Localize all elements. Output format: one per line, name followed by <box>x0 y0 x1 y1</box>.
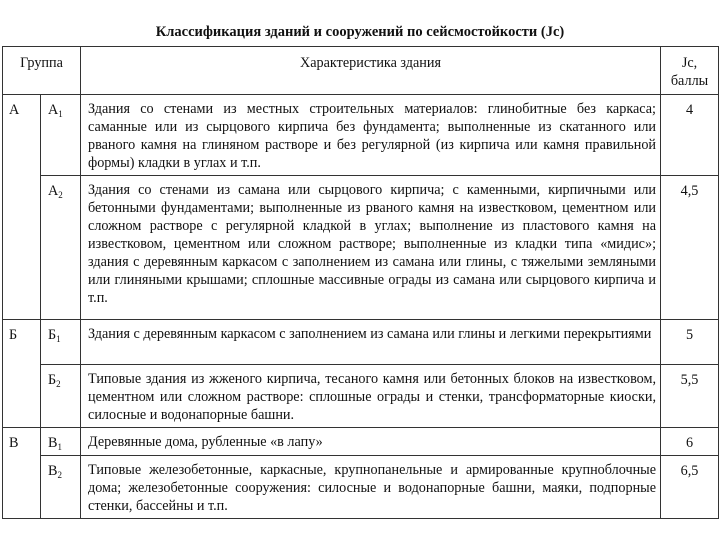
subgroup-index: 1 <box>57 442 62 452</box>
group-cell: А <box>3 95 41 176</box>
subgroup-letter: В <box>48 435 58 451</box>
subgroup-cell <box>41 95 81 176</box>
group-cell <box>3 365 41 428</box>
classification-table <box>2 46 719 519</box>
subgroup-cell <box>41 320 81 365</box>
description-cell: Здания с деревянным каркасом с заполнением из самана или глины и легкими перекрытиями <box>81 320 661 365</box>
header-characteristic: Характеристика здания <box>81 47 661 95</box>
subgroup-letter: Б <box>48 372 57 388</box>
score-cell: 4,5 <box>661 176 719 320</box>
subgroup-cell <box>41 176 81 320</box>
score-cell: 4 <box>661 95 719 176</box>
table-row <box>3 320 719 365</box>
subgroup-index: 2 <box>56 379 61 389</box>
description-cell: Здания со стенами из местных строительных материалов: глинобитные без каркаса; саманные или из сырцового кирпича без фундамента; выполненные из скатанного или рваного камня на глиняном растворе и без регулярной (из кирпича или камня правильной формы) кладки в углах и т.п. <box>81 95 661 176</box>
subgroup-letter: Б <box>48 327 57 343</box>
group-cell: В <box>3 428 41 456</box>
table-row <box>3 456 719 519</box>
subgroup-letter: А <box>48 183 59 199</box>
header-score <box>661 47 719 95</box>
group-cell <box>3 176 41 320</box>
subgroup-index: 1 <box>58 109 63 119</box>
subgroup-index: 1 <box>56 334 61 344</box>
score-cell: 6 <box>661 428 719 456</box>
description-cell: Здания со стенами из самана или сырцового кирпича; с каменными, кирпичными или бетонными фундаментами; выполненные из рваного камня на известковом, цементном или сложном растворе с регулярной кладкой в углах; выполнение из пластового камня на известковом, цементном или сложном растворе; выполненные из кладки типа «мидис»; здания с деревянным каркасом с заполнением из самана или глины, с тяжелыми земляными или глиняными крышами; сплошные массивные ограды из самана или сырцового кирпича и т.п. <box>81 176 661 320</box>
group-cell <box>3 456 41 519</box>
subgroup-letter: В <box>48 463 58 479</box>
page-title: Классификация зданий и сооружений по сейсмостойкости (Jc) <box>155 24 565 40</box>
score-cell: 5,5 <box>661 365 719 428</box>
subgroup-cell <box>41 365 81 428</box>
header-score-units: баллы <box>670 73 709 89</box>
subgroup-index: 2 <box>57 470 62 480</box>
description-cell: Деревянные дома, рубленные «в лапу» <box>81 428 661 456</box>
header-group: Группа <box>3 47 81 95</box>
score-cell: 6,5 <box>661 456 719 519</box>
table-row <box>3 176 719 320</box>
subgroup-cell <box>41 456 81 519</box>
description-cell: Типовые здания из жженого кирпича, тесаного камня или бетонных блоков на известковом, цементном или сложном растворе: сплошные ограды и стенки, трансформаторные киоски, силосные и водонапорные башни. <box>81 365 661 428</box>
subgroup-cell <box>41 428 81 456</box>
group-cell: Б <box>3 320 41 365</box>
description-cell: Типовые железобетонные, каркасные, крупнопанельные и армированные крупноблочные дома; железобетонные сооружения: силосные и водонапорные башни, маяки, подпорные стенки, бассейны и т.п. <box>81 456 661 519</box>
score-cell: 5 <box>661 320 719 365</box>
header-score-jc: Jc, <box>681 55 698 71</box>
subgroup-letter: А <box>48 102 59 118</box>
table-row <box>3 365 719 428</box>
table-row <box>3 428 719 456</box>
header-row <box>3 47 719 95</box>
table-row <box>3 95 719 176</box>
subgroup-index: 2 <box>58 190 63 200</box>
